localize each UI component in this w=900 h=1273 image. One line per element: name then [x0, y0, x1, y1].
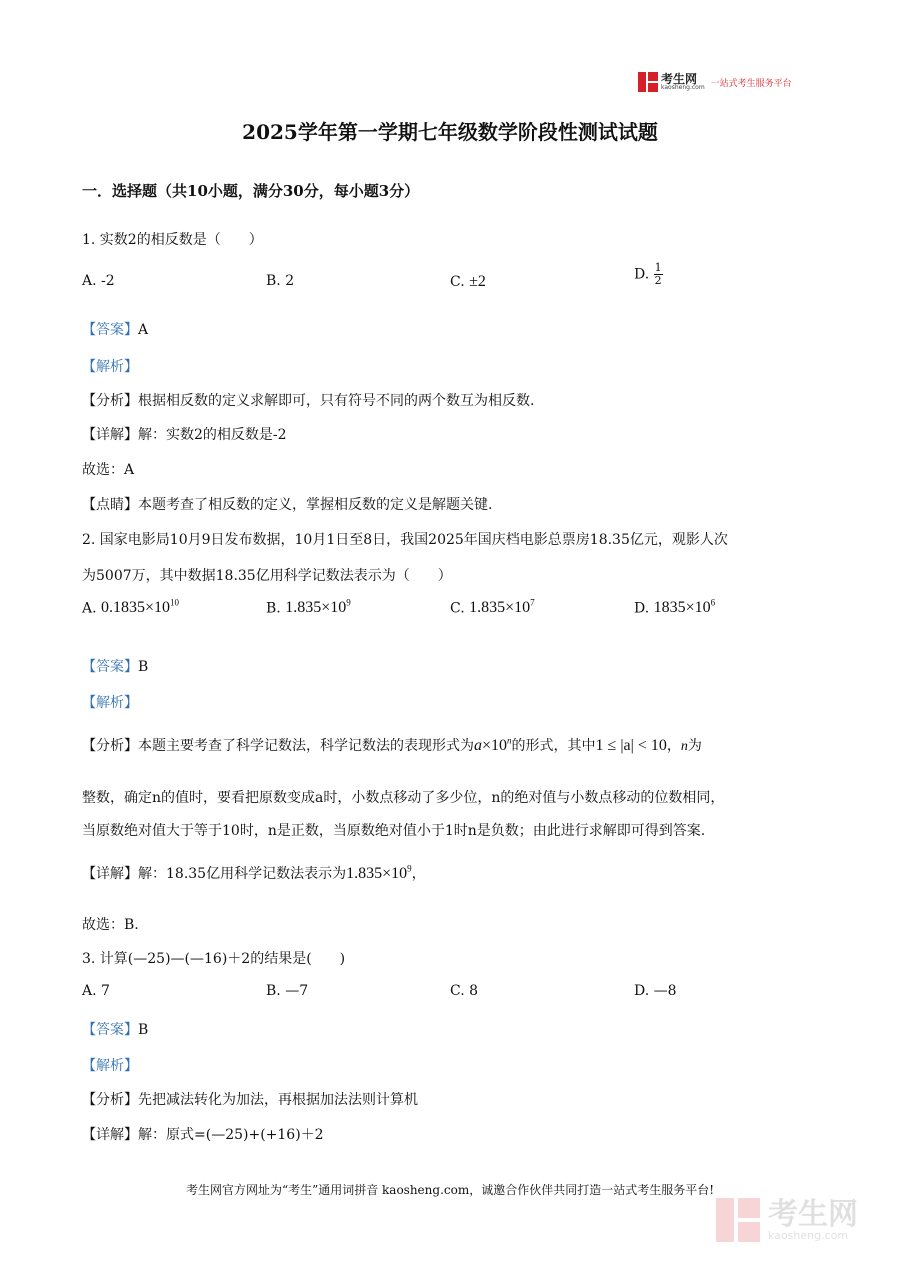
q2-choose	[82, 914, 139, 934]
q1-comment-text: 本题考查了相反数的定义，掌握相反数的定义是解题关键.	[138, 497, 493, 513]
watermark-name: 考生网	[768, 1196, 858, 1232]
q1-detail-text: 解：实数2的相反数是-2	[138, 427, 287, 443]
detail-label: 【详解】	[82, 1127, 138, 1143]
q1-detail	[82, 424, 287, 444]
q2-option-math: $0.1835\times 10^{10}$	[101, 598, 180, 617]
q1-option-b: B. 2	[266, 273, 295, 289]
header-logo	[638, 72, 792, 92]
choose-label: 故选：	[82, 462, 124, 478]
q1-choose-value: A	[124, 462, 135, 478]
q1-stem: 1. 实数2的相反数是（ ）	[82, 232, 263, 248]
q3-answer-value: B	[138, 1022, 149, 1038]
q2-detail-math: $1.835\times 10^9$	[346, 863, 412, 882]
answer-tag: 【答案】	[82, 322, 138, 338]
q1-choose	[82, 459, 134, 479]
q2-option-math: $1.835\times 10^9$	[285, 598, 351, 617]
detail-label: 【详解】	[82, 866, 138, 882]
q1-analysis-text: 根据相反数的定义求解即可，只有符号不同的两个数互为相反数.	[138, 393, 535, 409]
q2-detail: 【详解】解：18.35亿用科学记数法表示为$1.835\times 10^9$，	[82, 863, 426, 882]
choose-label: 故选：	[82, 917, 124, 933]
q2-stem-line2: 为5007万，其中数据18.35亿用科学记数法表示为（ ）	[82, 568, 452, 584]
kaosheng-watermark-icon	[716, 1198, 760, 1242]
q2-range: 1 ≤ |a| < 10	[595, 737, 667, 754]
q3-option-c: C. 8	[450, 983, 479, 999]
analysis-tag: 【解析】	[82, 1058, 138, 1074]
q2-analysis-line1: 【分析】本题主要考查了科学记数法，科学记数法的表现形式为$a\times 10^n$的形式，其中1 ≤ |a| < 10，n为	[82, 735, 702, 754]
q1-option-c-math: ±2	[469, 273, 486, 290]
q3-analysis-head	[82, 1055, 138, 1075]
logo-name: 考生网	[661, 72, 698, 86]
q1-answer-value: A	[138, 322, 149, 338]
analysis-label: 【分析】	[82, 1092, 138, 1108]
page-title: 2025学年第一学期七年级数学阶段性测试试题	[242, 120, 658, 144]
q3-detail-text: 解：原式=(—25)+(+16)＋2	[138, 1127, 324, 1143]
q3-detail	[82, 1124, 324, 1144]
analysis-tag: 【解析】	[82, 359, 138, 375]
q2-option-c	[450, 598, 535, 617]
q1-comment	[82, 494, 492, 514]
q2-option-letter: B.	[266, 600, 281, 617]
q1-analysis-head	[82, 356, 138, 376]
q1-option-d-letter: D.	[634, 266, 650, 283]
q3-option-a: A. 7	[82, 983, 110, 999]
watermark	[716, 1198, 858, 1242]
q2-analysis-line3: 当原数绝对值大于等于10时，n是正数，当原数绝对值小于1时n是负数；由此进行求解即可得到答案.	[82, 823, 706, 839]
q2-option-math: $1835\times 10^6$	[653, 598, 716, 617]
q3-option-d: D. —8	[634, 983, 677, 999]
q1-option-c-letter: C.	[450, 274, 465, 290]
analysis-label: 【分析】	[82, 393, 138, 409]
q1-option-d	[634, 262, 663, 287]
q2-option-d	[634, 598, 715, 617]
watermark-domain: kaosheng.com	[768, 1228, 849, 1242]
q1-analysis	[82, 390, 534, 410]
q2-answer	[82, 656, 148, 676]
q2-option-a	[82, 598, 179, 617]
comment-label: 【点睛】	[82, 497, 138, 513]
detail-label: 【详解】	[82, 427, 138, 443]
answer-tag: 【答案】	[82, 1022, 138, 1038]
q2-option-letter: A.	[82, 600, 97, 617]
analysis-tag: 【解析】	[82, 695, 138, 711]
q1-option-a: A. -2	[82, 273, 115, 289]
page-footer: 考生网官方网址为“考生”通用词拼音 kaosheng.com，诚邀合作伙伴共同打造一站式考生服务平台!	[185, 1183, 715, 1197]
q3-analysis-text: 先把减法转化为加法，再根据加法法则计算机	[138, 1092, 418, 1108]
q2-analysis-line2: 整数，确定n的值时，要看把原数变成a时，小数点移动了多少位，n的绝对值与小数点移动的位数相同，	[82, 790, 725, 806]
q1-option-c	[450, 273, 486, 291]
q2-choose-value: B.	[124, 917, 139, 933]
q2-answer-value: B	[138, 659, 149, 675]
q3-answer	[82, 1019, 148, 1039]
q1-answer	[82, 319, 148, 339]
logo-slogan: 一站式考生服务平台	[710, 78, 792, 89]
kaosheng-logo-icon	[638, 72, 658, 92]
q3-stem: 3. 计算(—25)—(—16)＋2的结果是( )	[82, 951, 346, 967]
q2-option-letter: C.	[450, 600, 465, 617]
q1-option-d-fraction	[654, 262, 663, 287]
section-heading: 一．选择题（共10小题，满分30分，每小题3分）	[82, 182, 420, 200]
q2-analysis-head	[82, 692, 138, 712]
q2-option-letter: D.	[634, 600, 650, 617]
q3-analysis	[82, 1089, 418, 1109]
logo-domain: kaosheng.com	[661, 84, 705, 91]
q2-option-b	[266, 598, 351, 617]
q2-stem-line1: 2. 国家电影局10月9日发布数据，10月1日至8日，我国2025年国庆档电影总票房18.35亿元，观影人次	[82, 532, 728, 548]
fraction-numerator: 1	[654, 261, 662, 274]
answer-tag: 【答案】	[82, 659, 138, 675]
q2-option-math: $1.835\times 10^7$	[469, 598, 535, 617]
analysis-label: 【分析】	[82, 738, 138, 754]
fraction-denominator: 2	[654, 274, 662, 288]
q3-option-b: B. —7	[266, 983, 309, 999]
